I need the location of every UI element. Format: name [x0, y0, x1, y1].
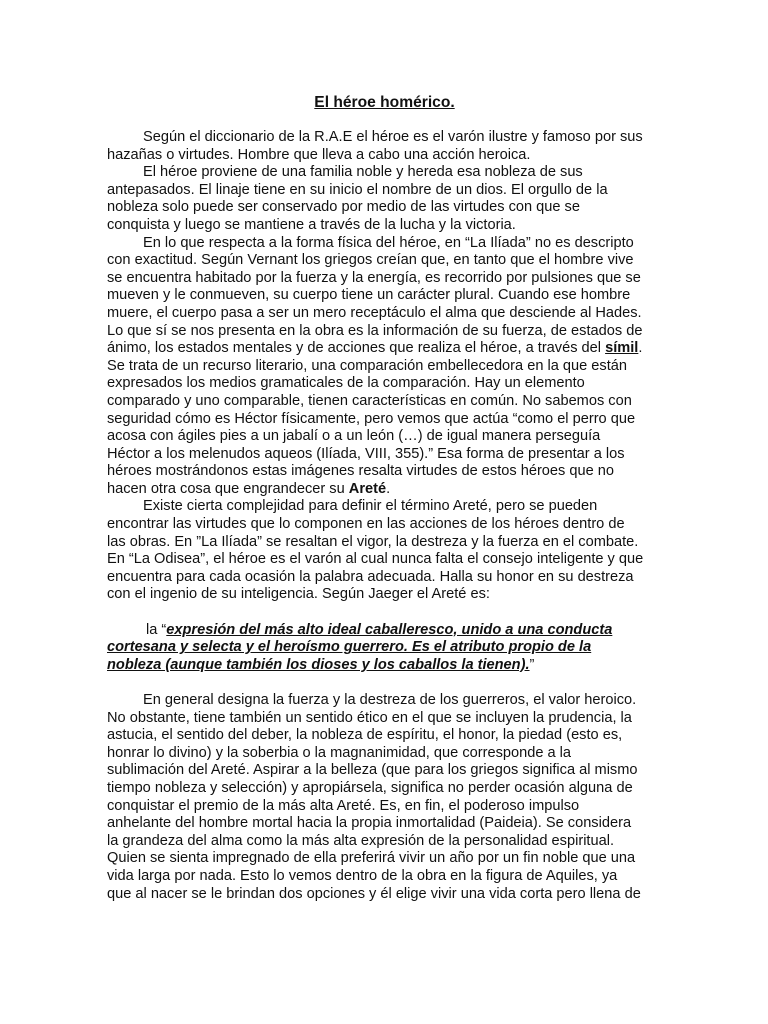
- text-line: expresados los medios gramaticales de la comparación. Hay un elemento: [107, 375, 585, 392]
- quote-line: nobleza (aunque también los dioses y los caballos la tienen).: [107, 656, 530, 673]
- text-line: con el ingenio de su inteligencia. Según Jaeger el Areté es:: [107, 586, 490, 603]
- text-line: encontrar las virtudes que lo componen en las acciones de los héroes dentro de: [107, 516, 625, 533]
- paragraph-arete: [107, 498, 662, 604]
- text-line: con exactitud. Según Vernant los griegos creían que, en tanto que el hombre vive: [107, 252, 634, 269]
- text-line: conquistar el premio de la más alta Areté. Es, en fin, el poderoso impulso: [107, 797, 580, 814]
- text-line: las obras. En ”La Ilíada” se resaltan el vigor, la destreza y la fuerza en el combate.: [107, 533, 639, 550]
- text-line: la grandeza del alma como la más alta expresión de la personalidad espiritual.: [107, 832, 615, 849]
- paragraph-general-meaning: [107, 692, 662, 903]
- text-line: sublimación del Areté. Aspirar a la belleza (que para los griegos significa al mismo: [107, 762, 638, 779]
- bold-term-arete: Areté: [348, 480, 387, 497]
- text-line: se encuentra habitado por la fuerza y la energía, es recorrido por pulsiones que se: [107, 269, 641, 286]
- text-line: vida larga por nada. Esto lo vemos dentro de la obra en la figura de Aquiles, ya: [107, 867, 618, 884]
- text-line: mueven y le conmueven, su cuerpo tiene un carácter plural. Cuando ese hombre: [107, 287, 631, 304]
- page-title: El héroe homérico.: [314, 94, 455, 111]
- text-line: hazañas o virtudes. Hombre que lleva a cabo una acción heroica.: [107, 146, 531, 163]
- text-line: No obstante, tiene también un sentido ético en el que se incluyen la prudencia, la: [107, 709, 632, 726]
- document-body: [107, 129, 662, 903]
- text-line: acosa con ágiles pies a un jabalí o a un león (…) de igual manera perseguía: [107, 428, 601, 445]
- text-line: Héctor a los melenudos aqueos (Ilíada, VIII, 355).” Esa forma de presentar a los: [107, 445, 625, 462]
- text-fragment: .: [386, 480, 391, 497]
- text-line: Quien se sienta impregnado de ella preferirá vivir un año por un fin noble que una: [107, 850, 636, 867]
- text-line: anhelante del hombre mortal hacia la propia inmortalidad (Paideia). Se considera: [107, 815, 632, 832]
- text-line: héroes mostrándonos estas imágenes resalta virtudes de estos héroes que no: [107, 463, 615, 480]
- quote-line: expresión del más alto ideal caballeresco, unido a una conducta: [166, 621, 613, 638]
- text-line: En lo que respecta a la forma física del héroe, en “La Ilíada” no es descripto: [143, 234, 634, 251]
- quote-line: cortesana y selecta y el heroísmo guerrero. Es el atributo propio de la: [107, 639, 592, 656]
- text-line: tiempo nobleza y selección) y apropiársela, significa no perder ocasión alguna de: [107, 779, 633, 796]
- text-line: El héroe proviene de una familia noble y hereda esa nobleza de sus: [143, 164, 583, 181]
- quote-open: la “: [146, 621, 167, 638]
- text-line: Existe cierta complejidad para definir el término Areté, pero se pueden: [143, 498, 598, 515]
- text-line: En “La Odisea”, el héroe es el varón al cual nunca falta el consejo inteligente y que: [107, 551, 644, 568]
- jaeger-quote: [107, 622, 662, 675]
- paragraph-lineage: [107, 164, 662, 234]
- text-fragment: .: [638, 340, 643, 357]
- text-line: comparado y uno comparable, tienen características en común. No sabemos con: [107, 392, 632, 409]
- paragraph-definition: [107, 129, 662, 164]
- text-line: que al nacer se le brindan dos opciones y él elige vivir una vida corta pero llena de: [107, 885, 641, 902]
- text-line: Se trata de un recurso literario, una comparación embellecedora en la que están: [107, 357, 628, 374]
- text-line: encuentra para cada ocasión la palabra adecuada. Halla su honor en su destreza: [107, 568, 634, 585]
- text-line: Según el diccionario de la R.A.E el héroe es el varón ilustre y famoso por sus: [143, 129, 643, 145]
- paragraph-physical-form: [107, 235, 662, 499]
- text-line: hacen otra cosa que engrandecer su: [107, 480, 349, 497]
- bold-term-simil: símil: [605, 340, 639, 357]
- text-line: honrar lo divino) y la soberbia o la magnanimidad, que corresponde a la: [107, 744, 572, 761]
- text-line: muere, el cuerpo pasa a ser un mero receptáculo el alma que desciende al Hades.: [107, 304, 642, 321]
- text-line: conquista y luego se mantiene a través de la lucha y la victoria.: [107, 216, 516, 233]
- text-line: ánimo, los estados mentales y de acciones que realiza el héroe, a través del: [107, 340, 606, 357]
- text-line: astucia, el sentido del deber, la nobleza de espíritu, el honor, la piedad (esto es,: [107, 727, 623, 744]
- text-line: antepasados. El linaje tiene en su inicio el nombre de un dios. El orgullo de la: [107, 181, 608, 198]
- text-line: En general designa la fuerza y la destreza de los guerreros, el valor heroico.: [143, 692, 637, 708]
- text-line: seguridad cómo es Héctor físicamente, pero vemos que actúa “como el perro que: [107, 410, 636, 427]
- text-line: nobleza solo puede ser conservado por medio de las virtudes con que se: [107, 199, 580, 216]
- quote-close: ”: [529, 656, 535, 673]
- text-line: Lo que sí se nos presenta en la obra es la información de su fuerza, de estados de: [107, 322, 643, 339]
